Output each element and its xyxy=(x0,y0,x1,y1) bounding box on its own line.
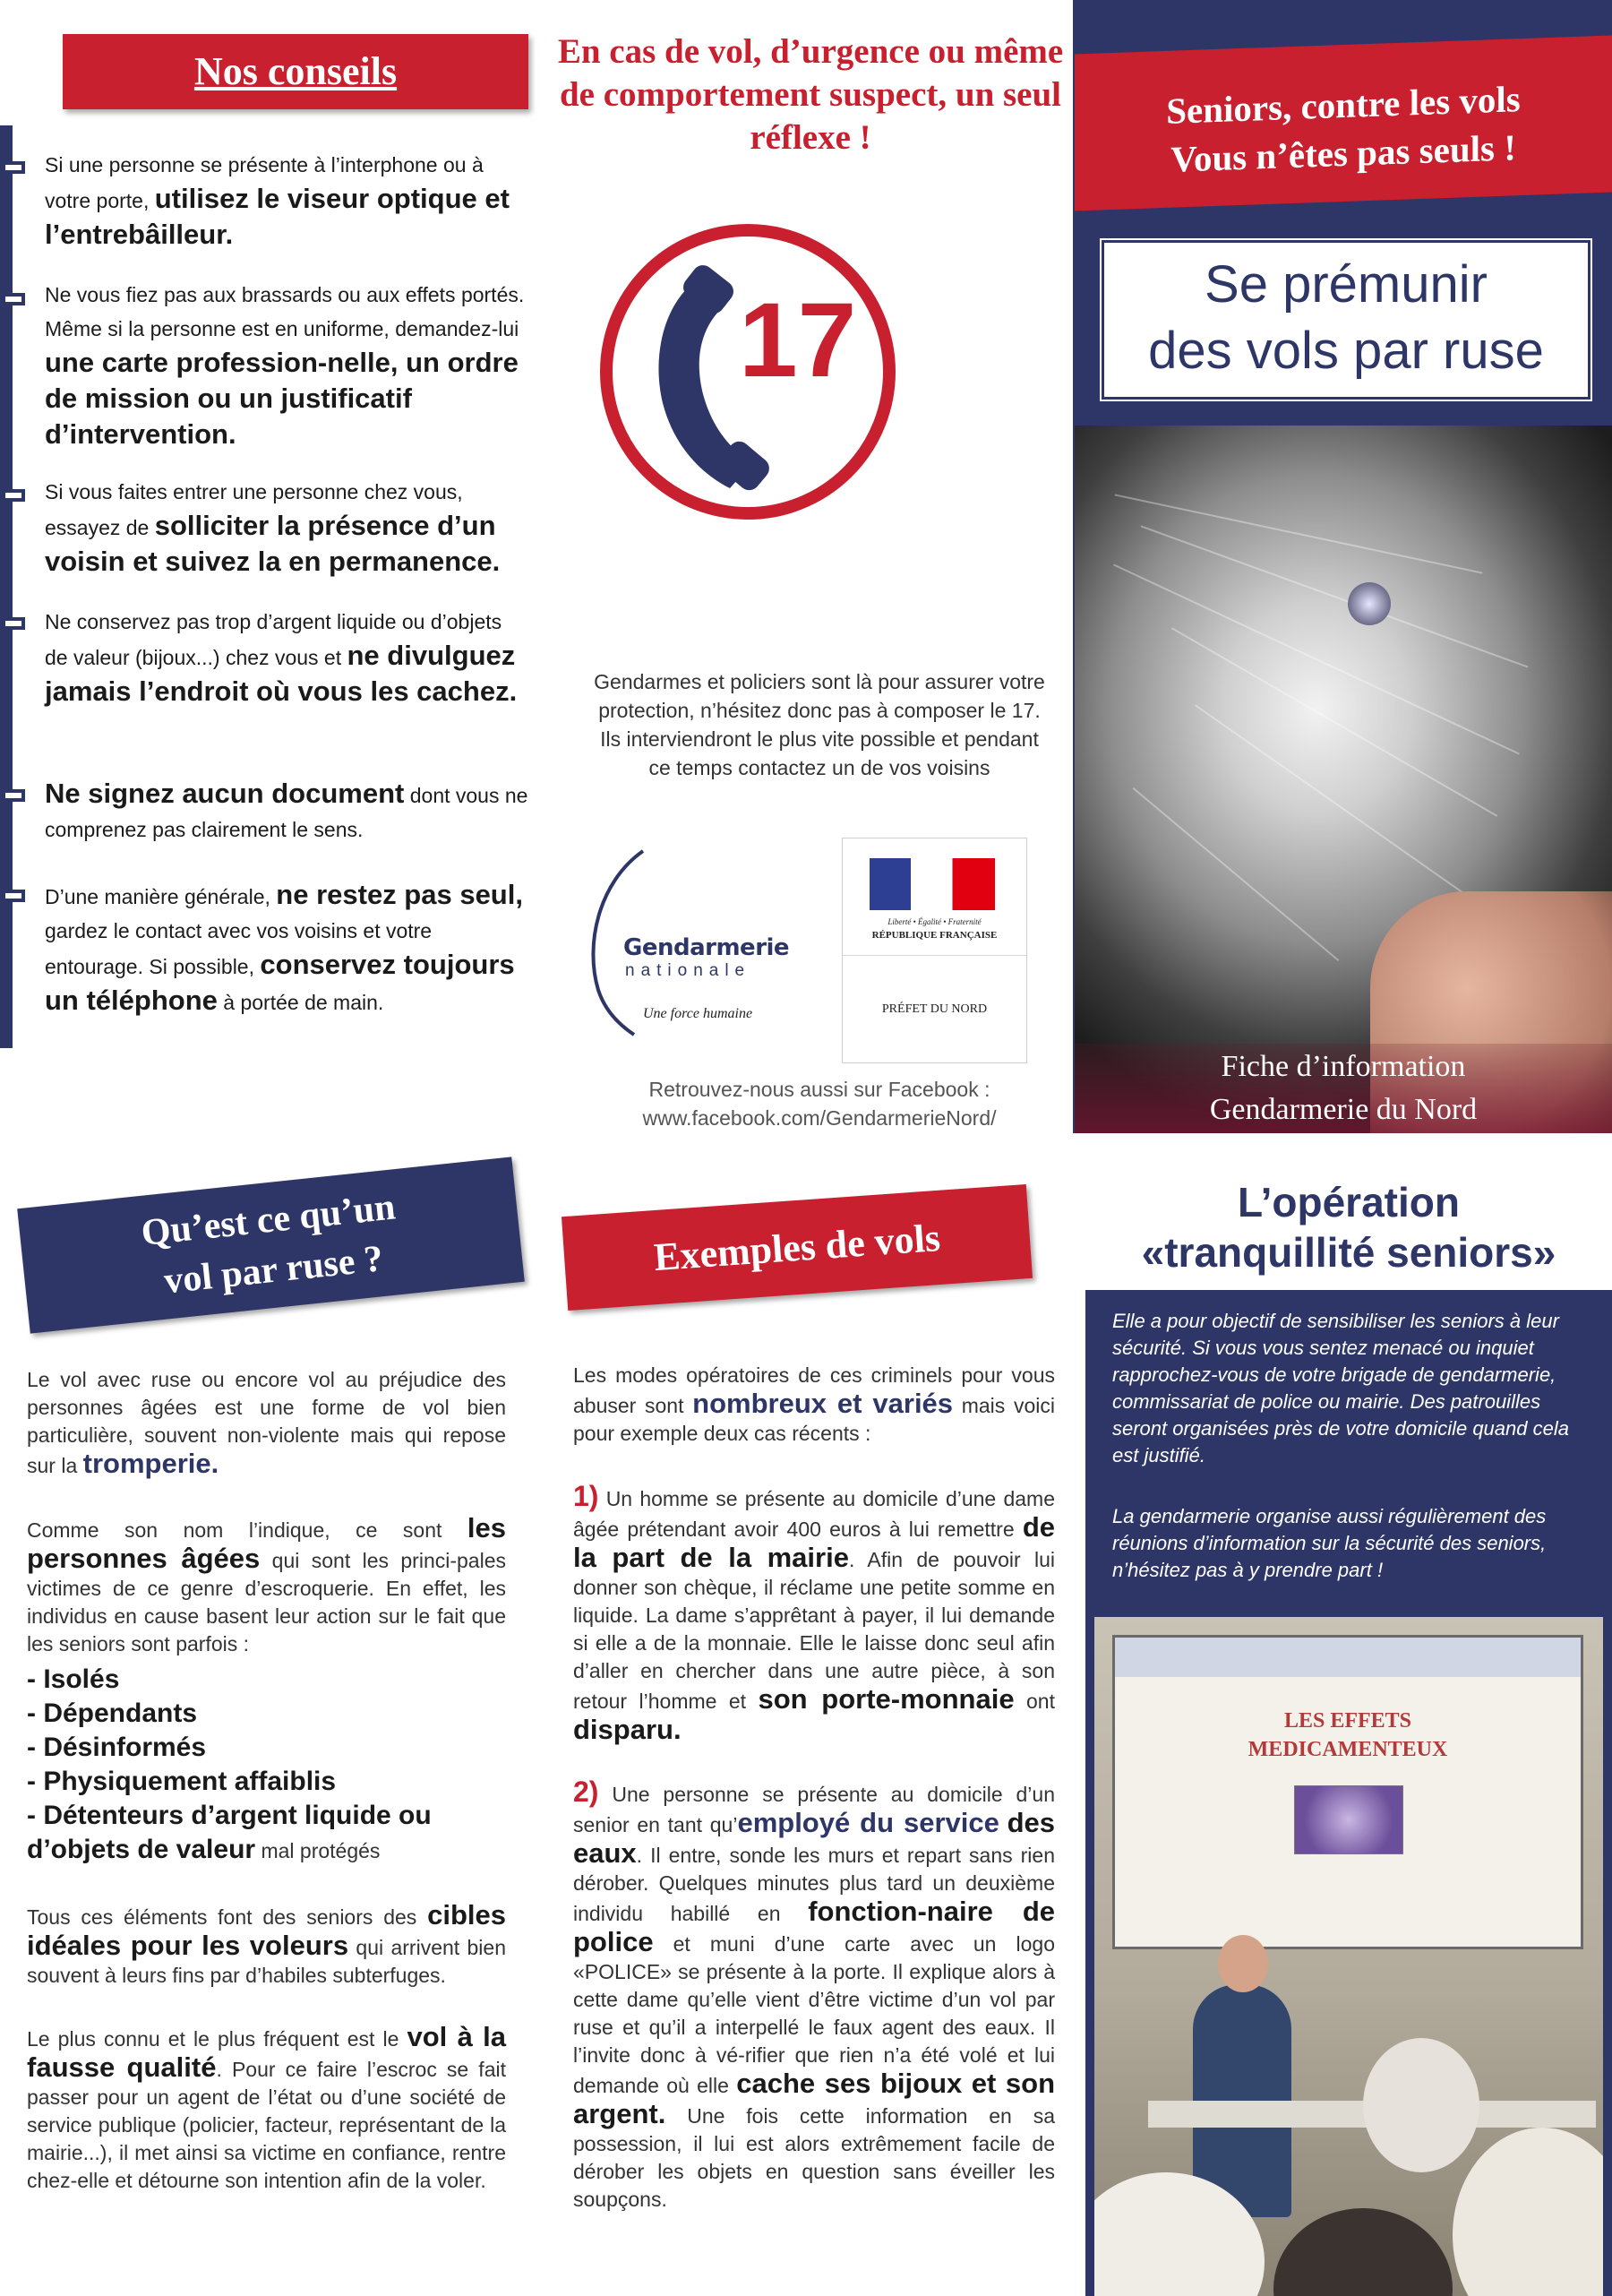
list-item: - Dépendants xyxy=(27,1698,198,1728)
vulnerability-list xyxy=(27,1663,510,1868)
definition-text: qui sont les princi-pales victimes de ce genre d’escroquerie. En effet, les individus en cause basent leur action sur le fait que les seniors sont parfois : xyxy=(27,1549,506,1655)
definition-emphasis: les personnes âgées xyxy=(27,1512,506,1574)
list-item: - Isolés xyxy=(27,1664,120,1694)
advice-item xyxy=(45,777,528,847)
gendarmerie-subtitle: nationale xyxy=(625,961,751,980)
emergency-text: Gendarmes et policiers sont là pour assurer votre protection, n’hésitez donc pas à composer le 17. Ils interviendront le plus vite possible et pendant ce temps contactez un de vos voisins xyxy=(594,670,1045,779)
advice-emphasis: solliciter la présence d’un voisin et suivez la en permanence. xyxy=(45,510,501,577)
advice-item xyxy=(45,148,528,254)
gendarmerie-tagline: Une force humaine xyxy=(643,1006,753,1021)
list-item: - Désinformés xyxy=(27,1733,207,1762)
republic-name: RÉPUBLIQUE FRANÇAISE xyxy=(871,930,998,941)
prefet-name: PRÉFET DU NORD xyxy=(881,1002,988,1016)
advice-text: gardez le contact avec vos voisins et votre entourage. Si possible, xyxy=(45,919,433,978)
cover-banner xyxy=(1075,36,1612,211)
examples-title: Exemples de vols xyxy=(652,1215,942,1280)
senior-hair-photo xyxy=(1075,426,1612,1133)
examples-title-banner xyxy=(562,1184,1033,1311)
definition-emphasis: vol à la fausse qualité xyxy=(27,2021,507,2083)
cover-caption-line1: Fiche d’information xyxy=(1221,1050,1466,1083)
information-meeting-photo xyxy=(1094,1617,1603,2296)
examples-emphasis: fonction-naire de police xyxy=(573,1896,1055,1957)
cover-title-line2: des vols par ruse xyxy=(1148,322,1544,380)
presenter-head xyxy=(1218,1935,1268,1992)
marianne-flag-icon xyxy=(870,858,995,910)
list-item xyxy=(27,1799,510,1868)
facebook-text: Retrouvez-nous aussi sur Facebook : www.facebook.com/GendarmerieNord/ xyxy=(642,1078,997,1130)
advice-text: Ne conservez pas trop d’argent liquide ou d’objets de valeur (bijoux...) chez vous et xyxy=(45,610,502,669)
definition-text: Tous ces éléments font des seniors des xyxy=(27,1905,428,1929)
examples-text: . Afin de pouvoir lui donner son chèque, il réclame une petite somme en liquide. La dame s’apprêtant à payer, il lui demande si elle a de la monnaie. Elle le laisse donc seul afin d’aller en chercher dans une autre pièce, à son retour l’homme et xyxy=(573,1548,1056,1713)
examples-text: Un homme se présente au domicile d’une dame âgée prétendant avoir 400 euros à lui remettre xyxy=(573,1487,1055,1541)
advice-text: D’une manière générale, xyxy=(45,885,277,908)
republic-motto: Liberté • Égalité • Fraternité xyxy=(887,917,982,926)
examples-intro xyxy=(573,1362,1055,1448)
bullet-icon xyxy=(0,617,25,630)
cover-caption-line2: Gendarmerie du Nord xyxy=(1209,1093,1478,1126)
definition-text: Le vol avec ruse ou encore vol au préjudice des personnes âgées est une forme de vol bien particulière, souvent non-violente mais qui repose sur la xyxy=(27,1368,506,1477)
slide-title-line2: MEDICAMENTEUX xyxy=(1248,1738,1448,1761)
emergency-headline: En cas de vol, d’urgence ou même de comportement suspect, un seul réflexe ! xyxy=(557,32,1064,157)
operation-panel xyxy=(1085,1165,1612,2296)
definition-emphasis: cibles idéales pour les voleurs xyxy=(27,1899,506,1961)
advice-emphasis: ne restez pas seul, xyxy=(276,879,523,910)
list-item-text: - Détenteurs d’argent liquide ou d’objets de valeur xyxy=(27,1801,432,1864)
cover-title-line1: Se prémunir xyxy=(1205,255,1488,314)
prefet-logo xyxy=(842,838,1027,1063)
definition-paragraph-3 xyxy=(27,1901,506,1990)
advice-emphasis: conservez toujours un téléphone xyxy=(45,949,515,1016)
list-item: - Physiquement affaiblis xyxy=(27,1767,337,1796)
slide-image xyxy=(1294,1785,1403,1854)
example-case-1 xyxy=(573,1480,1056,1746)
hair-clip-icon xyxy=(1348,582,1391,625)
examples-emphasis: son porte-monnaie xyxy=(758,1683,1015,1715)
advice-text: Si vous faites entrer une personne chez vous, essayez de xyxy=(45,480,463,539)
advice-text: à portée de main. xyxy=(217,991,384,1014)
bullet-icon xyxy=(0,161,25,174)
advice-item xyxy=(45,278,528,453)
definition-paragraph-1 xyxy=(27,1366,506,1480)
examples-emphasis: de la part de la mairie xyxy=(573,1511,1055,1573)
advice-item xyxy=(45,475,528,580)
definition-text: Comme son nom l’indique, ce sont xyxy=(27,1518,467,1542)
definition-text: Le plus connu et le plus fréquent est le xyxy=(27,2027,407,2051)
slide-title-line1: LES EFFETS xyxy=(1283,1709,1412,1733)
example-case-2 xyxy=(573,1778,1055,2214)
definition-title-banner xyxy=(17,1157,525,1333)
definition-title-line2: vol par ruse ? xyxy=(161,1238,385,1303)
case-number: 1) xyxy=(573,1480,599,1512)
definition-text: qui arrivent bien souvent à leurs fins par d’habiles subterfuges. xyxy=(27,1936,506,1987)
examples-text: . Il entre, sonde les murs et repart sans rien dérober. Quelques minutes plus tard un deuxième individu habillé en xyxy=(573,1844,1055,1925)
advice-item xyxy=(45,605,528,710)
screen-toolbar xyxy=(1115,1638,1581,1677)
advice-emphasis: une carte profession-nelle, un ordre de mission ou un justificatif d’intervention. xyxy=(45,347,519,450)
examples-emphasis: des eaux xyxy=(573,1807,1056,1869)
advice-text: Ne vous fiez pas aux brassards ou aux effets portés. Même si la personne est en uniforme, demandez-lui xyxy=(45,283,525,340)
advice-text: dont vous ne comprenez pas clairement le sens. xyxy=(45,784,528,841)
advice-title-banner xyxy=(63,34,528,109)
bullet-icon xyxy=(0,489,25,502)
operation-title-line2: «tranquillité seniors» xyxy=(1141,1229,1556,1276)
bullet-icon xyxy=(0,789,25,802)
bullet-icon xyxy=(0,890,25,902)
gendarmerie-name: Gendarmerie xyxy=(623,934,790,961)
definition-paragraph-2 xyxy=(27,1514,506,1658)
operation-title-line1: L’opération xyxy=(1238,1179,1460,1225)
examples-text: et muni d’une carte avec un logo «POLICE» se présente à la porte. Il explique alors à cette dame qu’elle vient d’être victime d’un vol par ruse et qu’il a interpellé le faux agent des eaux. Il l’invite donc à vé-rifier que rien n’a été volé et lui demande où elle xyxy=(573,1932,1055,2097)
cover-caption xyxy=(1075,1044,1612,1133)
examples-text: Les modes opératoires de ces criminels pour vous abuser sont xyxy=(573,1363,1055,1417)
cover-banner-line2: Vous n’êtes pas seuls ! xyxy=(1170,126,1516,180)
operation-paragraph-1: Elle a pour objectif de sensibiliser les seniors à leur sécurité. Si vous vous sentez menacé ou inquiet rapprochez-vous de votre brigade de gendarmerie, commissariat de police ou mairie. Des patrouilles seront organisées près de votre domicile quand cela est justifié. xyxy=(1112,1310,1569,1466)
operation-title-box xyxy=(1085,1165,1612,1290)
examples-text: Une personne se présente au domicile d’un senior en tant qu’ xyxy=(573,1783,1055,1836)
definition-emphasis: tromperie. xyxy=(82,1448,219,1479)
advice-item xyxy=(45,878,528,1019)
definition-title-line1: Qu’est ce qu’un xyxy=(139,1186,398,1254)
audience-head xyxy=(1363,2038,1479,2172)
examples-text: mais voici pour exemple deux cas récents : xyxy=(573,1394,1055,1445)
examples-emphasis: cache ses bijoux et son argent. xyxy=(573,2068,1056,2129)
audience-head xyxy=(1273,2208,1453,2296)
examples-emphasis: nombreux et variés xyxy=(692,1388,954,1419)
advice-emphasis: ne divulguez jamais l’endroit où vous les cachez. xyxy=(45,640,518,707)
list-item-tail: mal protégés xyxy=(255,1839,381,1862)
cover-banner-line1: Seniors, contre les vols xyxy=(1166,78,1521,132)
emergency-number: 17 xyxy=(739,281,857,400)
definition-paragraph-4 xyxy=(27,2023,506,2195)
audience-head xyxy=(1453,2128,1603,2296)
operation-paragraph-2: La gendarmerie organise aussi régulièrement des réunions d’information sur la sécurité des seniors, n’hésitez pas à y prendre part ! xyxy=(1112,1505,1547,1581)
bullet-icon xyxy=(0,293,25,305)
examples-emphasis: disparu. xyxy=(573,1714,682,1745)
advice-emphasis: utilisez le viseur optique et l’entrebâilleur. xyxy=(45,183,510,250)
emergency-17-badge xyxy=(596,219,900,524)
examples-text: ont xyxy=(1014,1690,1055,1713)
advice-text: Si une personne se présente à l’interphone ou à votre porte, xyxy=(45,153,484,212)
case-number: 2) xyxy=(573,1776,599,1808)
definition-text: . Pour ce faire l’escroc se fait passer pour un agent de l’état ou d’une société de service publique (policier, facteur, représentant de la mairie...), il met ainsi sa victime en confiance, rentre chez-elle et détourne son intention afin de la voler. xyxy=(27,2058,506,2192)
advice-title: Nos conseils xyxy=(193,49,398,93)
examples-emphasis: employé du service xyxy=(737,1807,999,1838)
projection-screen xyxy=(1112,1635,1583,1949)
examples-text: Une fois cette information en sa possession, il lui est alors extrêmement facile de dérober les objets en question sans éveiller les soupçons. xyxy=(573,2104,1055,2211)
advice-side-bar xyxy=(0,125,13,1048)
cover-title-box xyxy=(1102,240,1591,400)
gendarmerie-logo xyxy=(580,847,790,1039)
advice-emphasis: Ne signez aucun document xyxy=(45,778,405,809)
